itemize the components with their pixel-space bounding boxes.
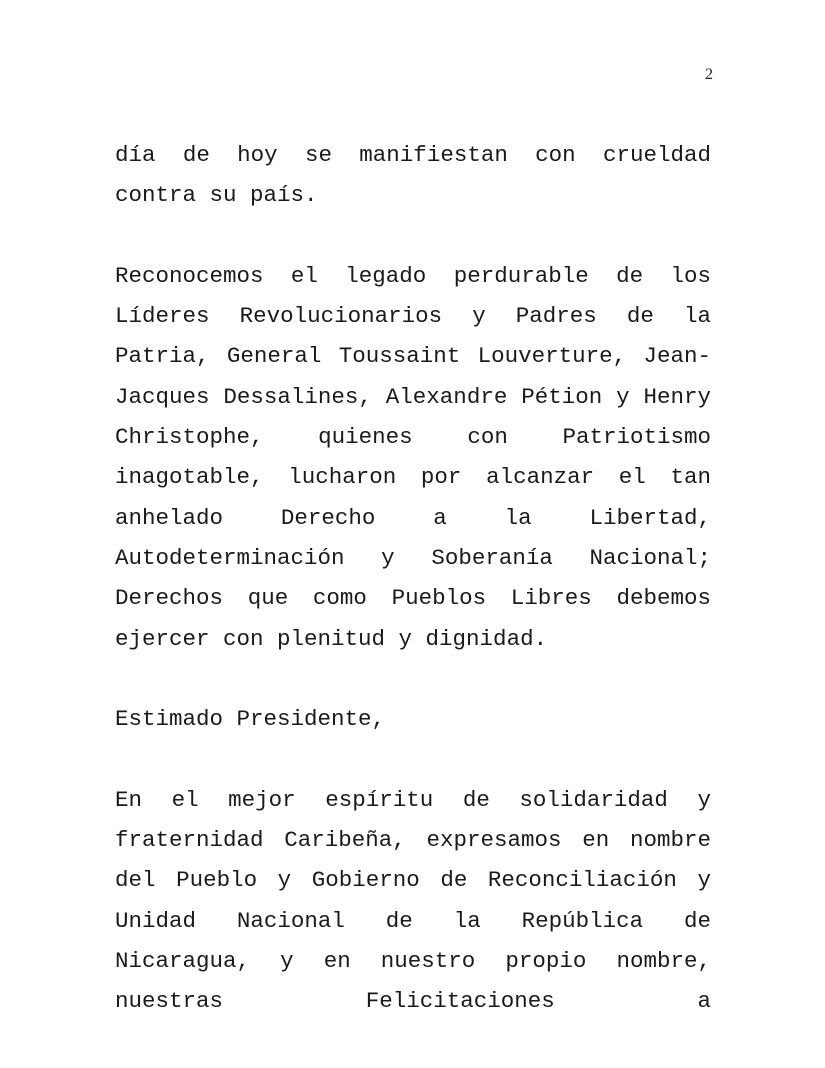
- paragraph-congratulations: En el mejor espíritu de solidaridad y fraternidad Caribeña, expresamos en nombre del Pueblo y Gobierno de Reconciliación y Unidad Nacional de la República de Nicaragua, y en nuestro propio nombre, nuestras Felicitaciones a: [115, 786, 711, 1015]
- paragraph-opening-continuation: día de hoy se manifiestan con crueldad contra su país.: [115, 142, 711, 209]
- paragraph-salutation: Estimado Presidente,: [115, 706, 386, 733]
- paragraph-legacy-of-leaders: Reconocemos el legado perdurable de los Líderes Revolucionarios y Padres de la Patria, General Toussaint Louverture, Jean-Jacques Dessalines, Alexandre Pétion y Henry Christophe, quienes con Patriotismo inagotable, lucharon por alcanzar el tan anhelado Derecho a la Libertad, Autodeterminación y Soberanía Nacional; Derechos que como Pueblos Libres debemos ejercer con plenitud y dignidad.: [115, 262, 711, 652]
- letter-body: [115, 135, 711, 1062]
- page-number: 2: [705, 66, 713, 83]
